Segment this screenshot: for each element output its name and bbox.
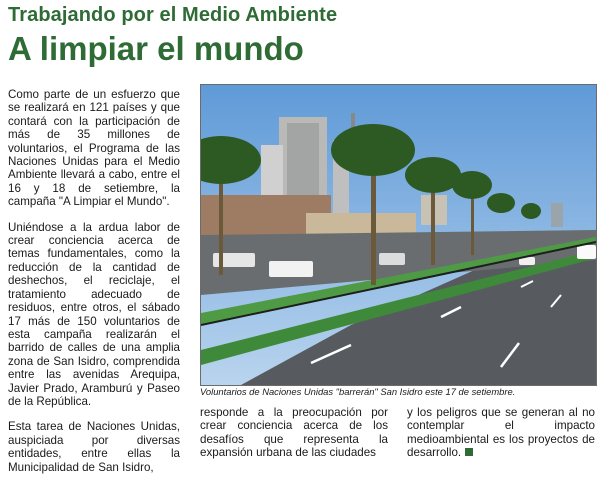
- article-headline: A limpiar el mundo: [8, 30, 304, 67]
- end-of-article-mark: [465, 448, 473, 456]
- street-photo-illustration: [201, 85, 596, 385]
- street-photo: [200, 84, 597, 386]
- article-paragraph-2: Uniéndose a la ardua labor de crear conciencia acerca de temas fundamentales, como la reducción de la cantidad de deshechos, el reciclaje, el tratamiento adecuado de residuos, entre otros, el sábado 17 más de 150 voluntarios de esta campaña realizarán el barrido de calles de una amplia zona de San Isidro, comprendida entre las avenidas Arequipa, Javier Prado, Aramburú y Paseo de la República.: [8, 220, 180, 408]
- article-column-2: responde a la preocupación por crear conciencia acerca de los desafíos que representa la expansión urbana de las ciudades: [200, 406, 388, 460]
- article-column-3-text: y los peligros que se generan al no contemplar el impacto medioambiental es los proyectos de desarrollo.: [407, 406, 595, 460]
- article-kicker: Trabajando por el Medio Ambiente: [8, 4, 338, 26]
- article-paragraph-1: Como parte de un esfuerzo que se realizará en 121 países y que contará con la participación de más de 35 millones de voluntarios, el Programa de las Naciones Unidas para el Medio Ambiente llevará a cabo, entre el 16 y 18 de setiembre, la campaña "A Limpiar el Mundo".: [8, 88, 180, 209]
- article-paragraph-3: Esta tarea de Naciones Unidas, auspiciada por diversas entidades, entre ellas la Municipalidad de San Isidro,: [8, 420, 180, 474]
- article-column-3: [407, 406, 595, 460]
- article-column-1: [8, 88, 180, 486]
- photo-caption: Voluntarios de Naciones Unidas "barrerán" San Isidro este 17 de setiembre.: [200, 386, 516, 397]
